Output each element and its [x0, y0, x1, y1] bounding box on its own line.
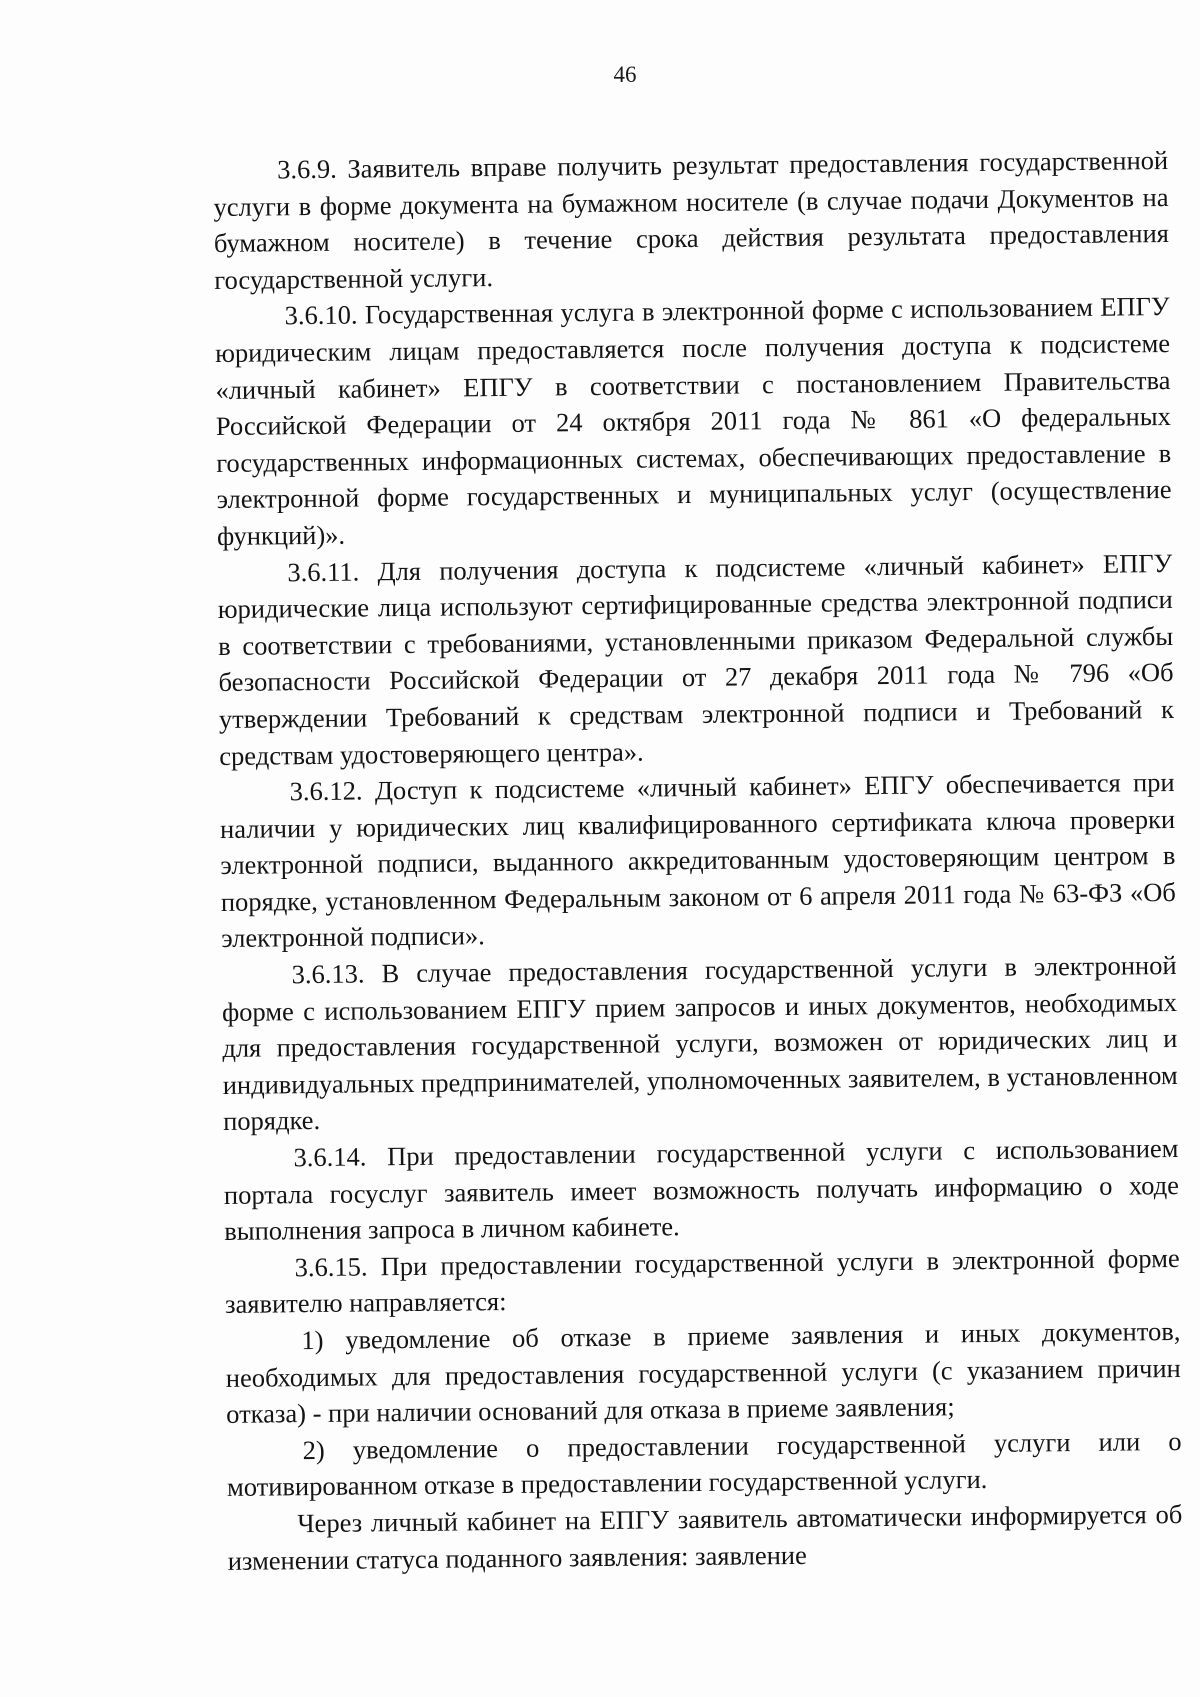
list-item-2: 2) уведомление о предоставлении государственной услуги или о мотивированном отказе в предоставлении государственной услуги. — [226, 1425, 1182, 1503]
paragraph-3-6-12: 3.6.12. Доступ к подсистеме «личный кабинет» ЕПГУ обеспечивается при наличии у юридических лиц квалифицированного сертификата ключа проверки электронной подписи, выданного аккредитованным удостоверяющим центром в порядке, установленном Федеральным законом от 6 апреля 2011 года № 63-ФЗ «Об электронной подписи». — [219, 767, 1176, 954]
paragraph-3-6-13: 3.6.13. В случае предоставления государственной услуги в электронной форме с использованием ЕПГУ прием запросов и иных документов, необходимых для предоставления государственной услуги, возможен от юридических лиц и индивидуальных предпринимателей, уполномоченных заявителем, в установленном порядке. — [221, 950, 1178, 1137]
paragraph-3-6-9: 3.6.9. Заявитель вправе получить результат предоставления государственной услуги в форме документа на бумажном носителе (в случае подачи Документов на бумажном носителе) в течение срока действия результата предоставления государственной услуги. — [213, 144, 1170, 295]
paragraph-3-6-11: 3.6.11. Для получения доступа к подсистеме «личный кабинет» ЕПГУ юридические лица используют сертифицированные средства электронной подписи в соответствии с требованиями, установленными приказом Федеральной службы безопасности Российской Федерации от 27 декабря 2011 года № 796 «Об утверждении Требований к средствам электронной подписи и Требований к средствам удостоверяющего центра». — [217, 547, 1175, 771]
page-number: 46 — [613, 62, 637, 87]
paragraph-status-info: Через личный кабинет на ЕПГУ заявитель автоматически информируется об изменении статуса поданного заявления: заявление — [227, 1498, 1183, 1576]
document-body — [213, 142, 1183, 1579]
list-item-1: 1) уведомление об отказе в приеме заявления и иных документов, необходимых для предоставления государственной услуги (с указанием причин отказа) - при наличии оснований для отказа в приеме заявления; — [225, 1315, 1181, 1430]
paragraph-3-6-14: 3.6.14. При предоставлении государственной услуги с использованием портала госуслуг заявитель имеет возможность получать информацию о ходе выполнения запроса в личном кабинете. — [223, 1132, 1180, 1247]
paragraph-3-6-10: 3.6.10. Государственная услуга в электронной форме с использованием ЕПГУ юридическим лицам предоставляется после получения доступа к подсистеме «личный кабинет» ЕПГУ в соответствии с постановлением Правительства Российской Федерации от 24 октября 2011 года № 861 «О федеральных государственных информационных системах, обеспечивающих предоставление в электронной форме государственных и муниципальных услуг (осуществление функций)». — [214, 291, 1172, 551]
paragraph-3-6-15: 3.6.15. При предоставлении государственной услуги в электронной форме заявителю направляется: — [224, 1242, 1180, 1320]
